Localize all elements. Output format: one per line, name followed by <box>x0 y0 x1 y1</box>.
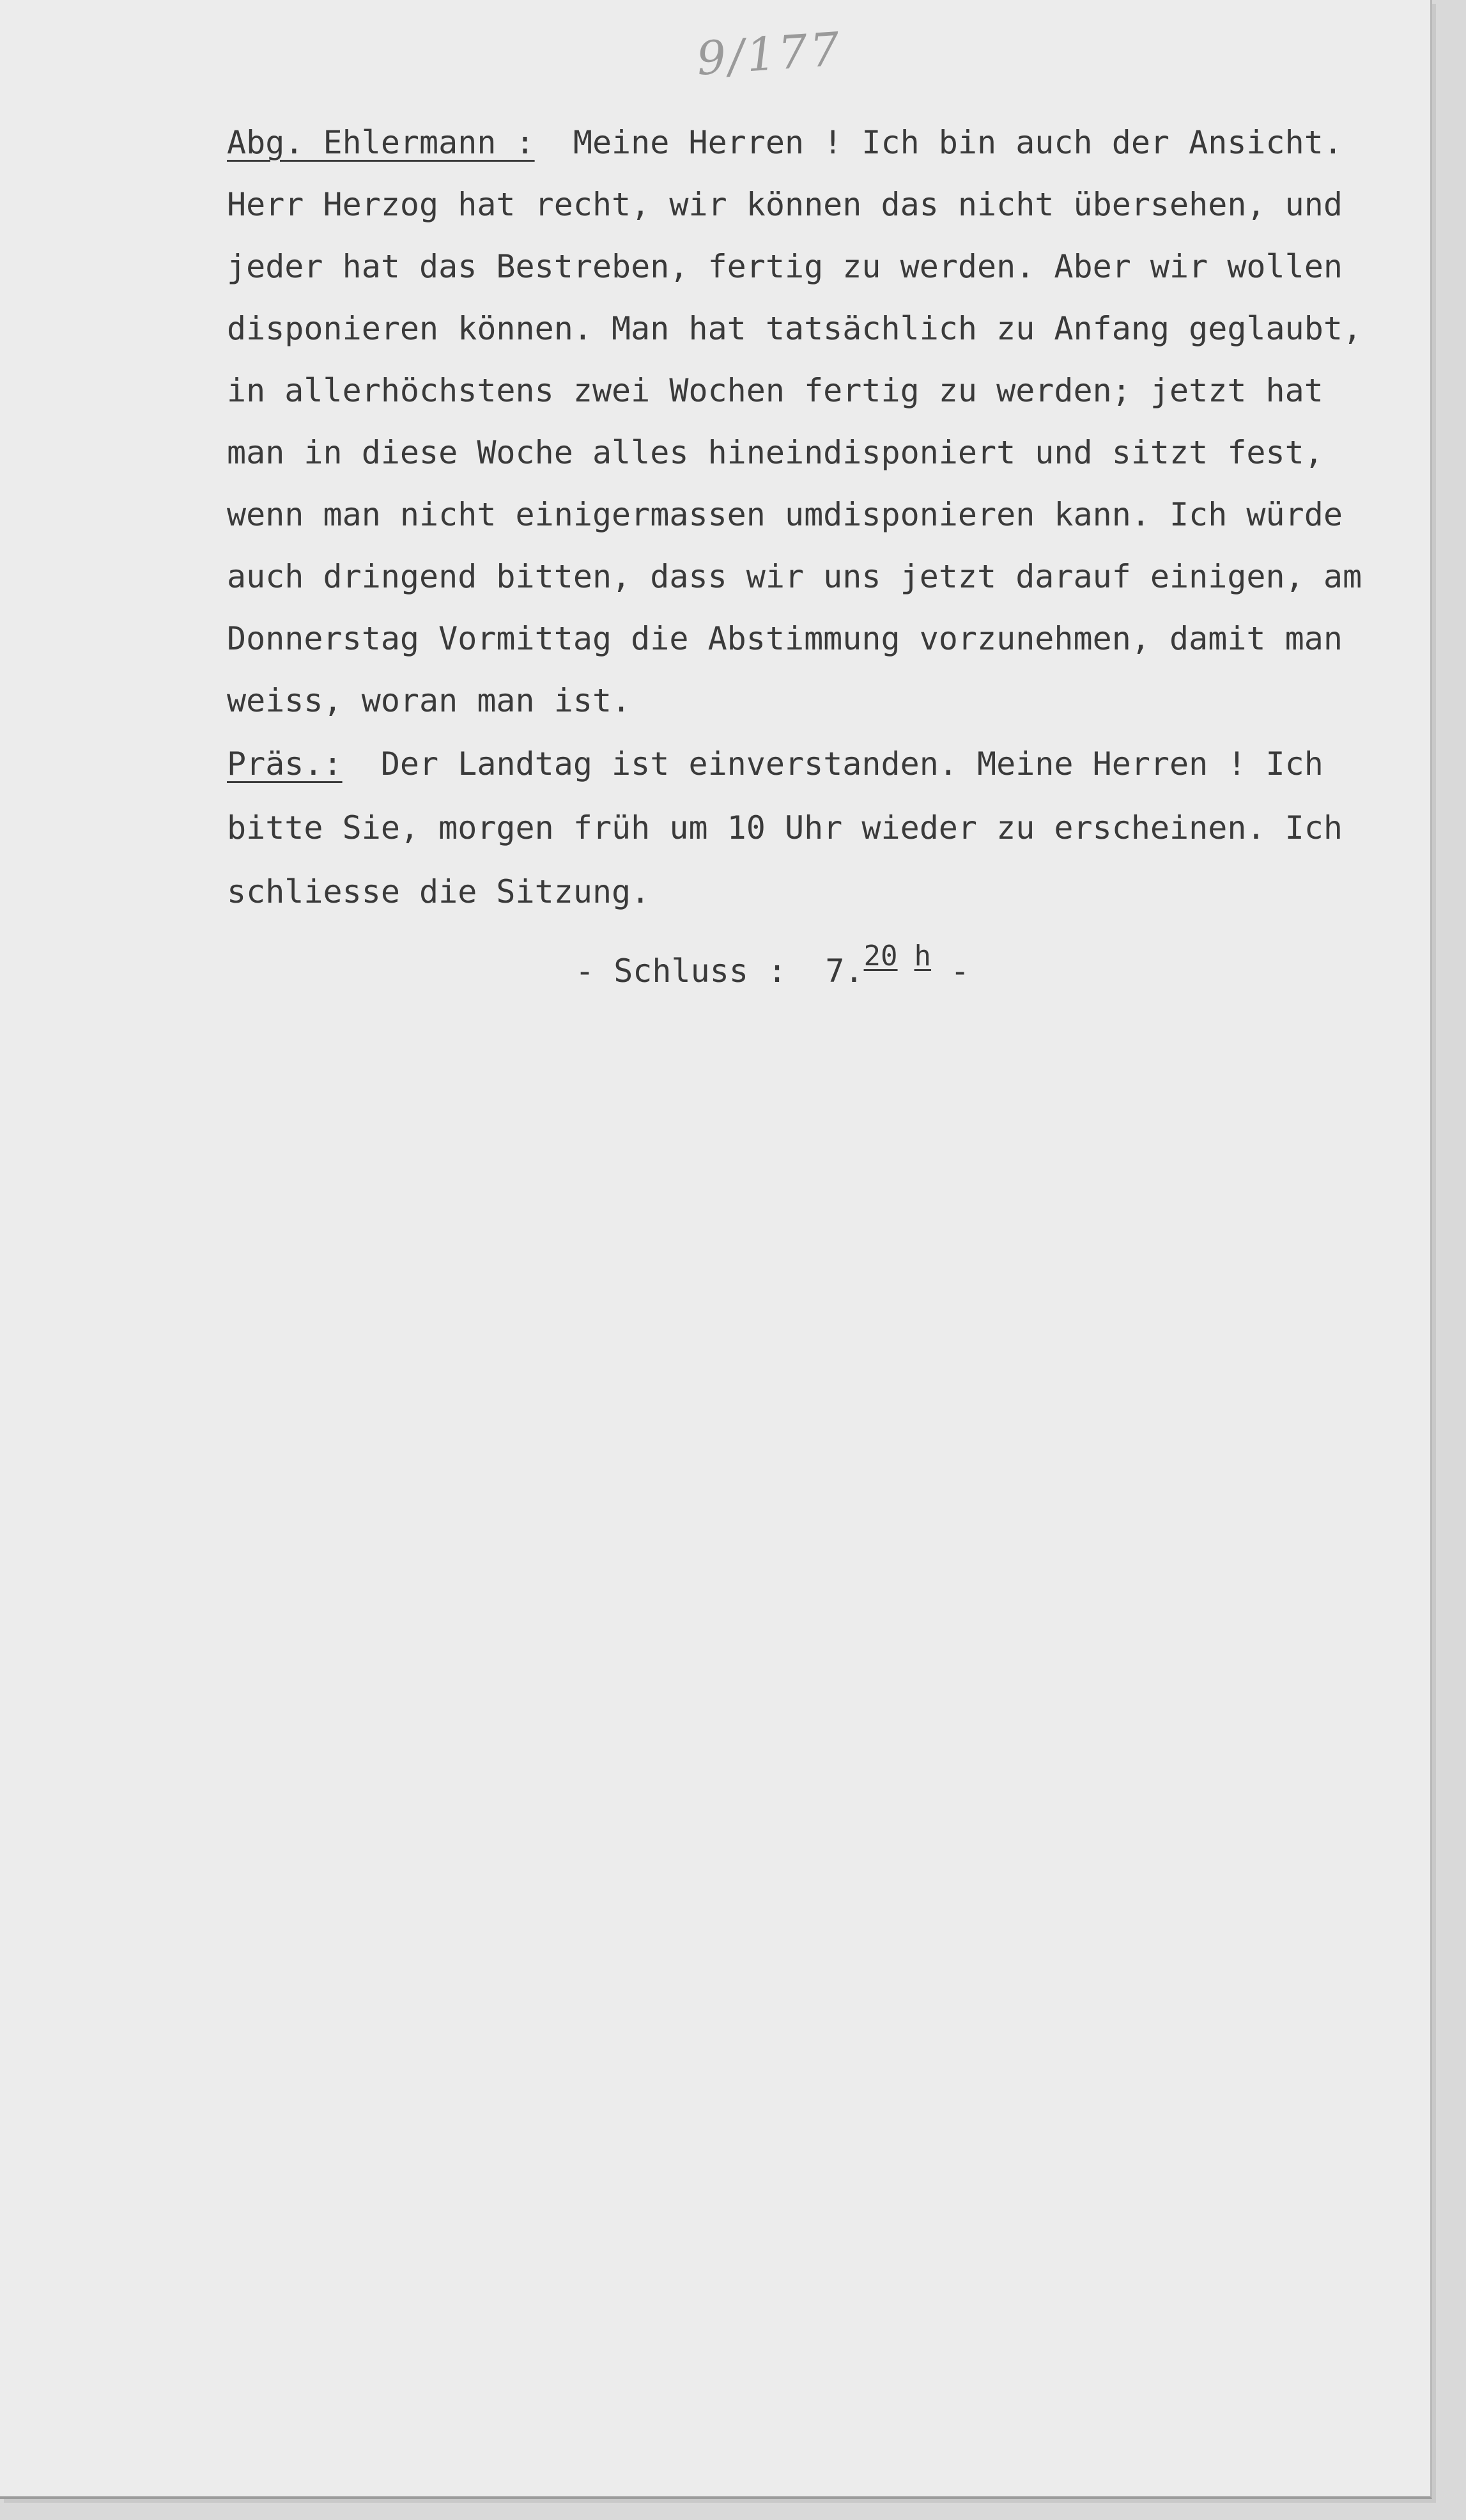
text-line-rest: Meine Herren ! Ich bin auch der Ansicht. <box>534 124 1343 161</box>
speaker-label: Präs.: <box>227 745 343 782</box>
text-line: Donnerstag Vormittag die Abstimmung vorzunehmen, damit man <box>227 620 1343 657</box>
text-line: disponieren können. Man hat tatsächlich zu Anfang geglaubt, <box>227 310 1362 347</box>
text-line <box>227 732 1403 796</box>
text-line <box>227 112 1403 174</box>
text-line-rest: Der Landtag ist einverstanden. Meine Herren ! Ich <box>342 745 1323 782</box>
text-line: auch dringend bitten, dass wir uns jetzt darauf einigen, am <box>227 558 1362 595</box>
closing-suffix: - <box>931 953 970 990</box>
closing-minutes: 20 <box>863 940 898 972</box>
text-line: Herr Herzog hat recht, wir können das nicht übersehen, und <box>227 186 1343 223</box>
text-line: wenn man nicht einigermassen umdisponieren kann. Ich würde <box>227 496 1343 533</box>
folio-number: 9/177 <box>695 22 844 86</box>
paragraph-praes <box>227 732 1403 924</box>
text-line: man in diese Woche alles hineindisponiert und sitzt fest, <box>227 434 1323 471</box>
text-line: in allerhöchstens zwei Wochen fertig zu werden; jetzt hat <box>227 372 1323 409</box>
paragraph-ehlermann <box>227 112 1403 732</box>
text-line: bitte Sie, morgen früh um 10 Uhr wieder zu erscheinen. Ich <box>227 809 1343 846</box>
closing-unit: h <box>914 940 932 972</box>
text-line: weiss, woran man ist. <box>227 682 631 719</box>
closing-prefix: - Schluss : 7. <box>575 953 864 990</box>
speaker-label: Abg. Ehlermann : <box>227 124 535 161</box>
closing-line <box>575 940 969 990</box>
transcript-body <box>227 112 1403 924</box>
text-line: jeder hat das Bestreben, fertig zu werden. Aber wir wollen <box>227 248 1343 285</box>
text-line: schliesse die Sitzung. <box>227 873 651 910</box>
